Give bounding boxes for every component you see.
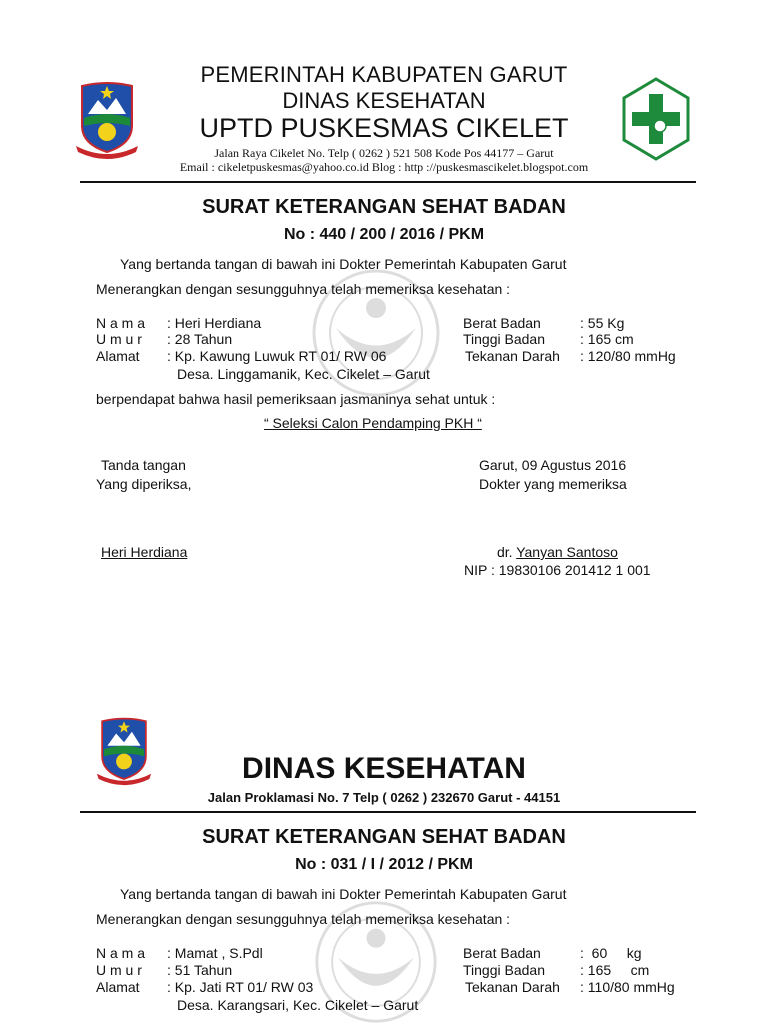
header-divider [80,181,696,183]
letter-number-2: No : 031 / I / 2012 / PKM [295,856,473,873]
tinggi-label: Tinggi Badan [463,331,545,347]
header-divider-2 [80,811,696,813]
umur-value-2: : 51 Tahun [167,962,233,978]
nama-label: N a m a [96,315,146,331]
header-address-2: Jalan Proklamasi No. 7 Telp ( 0262 ) 232670 Garut - 44151 [207,790,561,805]
umur-value: : 28 Tahun [167,331,233,347]
purpose: “ Seleksi Calon Pendamping PKH “ [264,415,482,431]
alamat-value-2: : Kp. Jati RT 01/ RW 03 [167,979,314,995]
right-sign-doctor [497,544,618,560]
left-sign-line-2: Yang diperiksa, [96,476,192,492]
alamat-line-2-2: Desa. Karangsari, Kec. Cikelet – Garut [177,997,419,1013]
header-office: DINAS KESEHATAN [282,88,486,113]
tekanan-value: : 120/80 mmHg [580,348,676,364]
letter-title-2: SURAT KETERANGAN SEHAT BADAN [202,826,566,848]
berat-value: : 55 Kg [580,315,625,331]
alamat-line-2: Desa. Linggamanik, Kec. Cikelet – Garut [177,366,430,382]
intro-line-1: Yang bertanda tangan di bawah ini Dokter Pemerintah Kabupaten Garut [120,256,567,272]
alamat-label-2: Alamat [96,979,140,995]
alamat-label: Alamat [96,348,140,364]
berat-label: Berat Badan [463,315,541,331]
conclusion-line: berpendapat bahwa hasil pemeriksaan jasmaninya sehat untuk : [96,391,496,407]
doctor-prefix: dr. [497,544,517,560]
tinggi-label-2: Tinggi Badan [463,962,545,978]
header-address: Jalan Raya Cikelet No. Telp ( 0262 ) 521 508 Kode Pos 44177 – Garut [214,146,554,160]
nama-label-2: N a m a [96,945,146,961]
nama-value: : Heri Herdiana [167,315,262,331]
tekanan-label-2: Tekanan Darah [465,979,560,995]
header-government: PEMERINTAH KABUPATEN GARUT [200,62,568,87]
intro-line-2: Menerangkan dengan sesungguhnya telah memeriksa kesehatan : [96,281,511,297]
letter-title: SURAT KETERANGAN SEHAT BADAN [202,196,566,218]
right-sign-date: Garut, 09 Agustus 2016 [479,457,627,473]
intro-line-2-2: Menerangkan dengan sesungguhnya telah memeriksa kesehatan : [96,911,511,927]
nama-value-2: : Mamat , S.Pdl [167,945,263,961]
header-office-2: DINAS KESEHATAN [242,752,526,785]
berat-value-2: : 60 kg [580,945,642,961]
umur-label-2: U m u r [96,962,142,978]
right-sign-role: Dokter yang memeriksa [479,476,627,492]
doctor-nip: NIP : 19830106 201412 1 001 [464,562,651,578]
letter-number: No : 440 / 200 / 2016 / PKM [283,226,485,243]
intro-line-1-2: Yang bertanda tangan di bawah ini Dokter Pemerintah Kabupaten Garut [120,886,567,902]
tinggi-value: : 165 cm [580,331,634,347]
left-sign-name: Heri Herdiana [101,544,188,560]
doctor-name: Yanyan Santoso [516,544,618,560]
tekanan-value-2: : 110/80 mmHg [580,979,675,995]
umur-label: U m u r [96,331,142,347]
tinggi-value-2: : 165 cm [580,962,650,978]
header-puskesmas: UPTD PUSKESMAS CIKELET [199,113,569,143]
left-sign-line-1: Tanda tangan [101,457,186,473]
alamat-value: : Kp. Kawung Luwuk RT 01/ RW 06 [167,348,387,364]
tekanan-label: Tekanan Darah [465,348,560,364]
header-contact: Email : cikeletpuskesmas@yahoo.co.id Blog : http ://puskesmascikelet.blogspot.com [179,160,589,174]
berat-label-2: Berat Badan [463,945,541,961]
